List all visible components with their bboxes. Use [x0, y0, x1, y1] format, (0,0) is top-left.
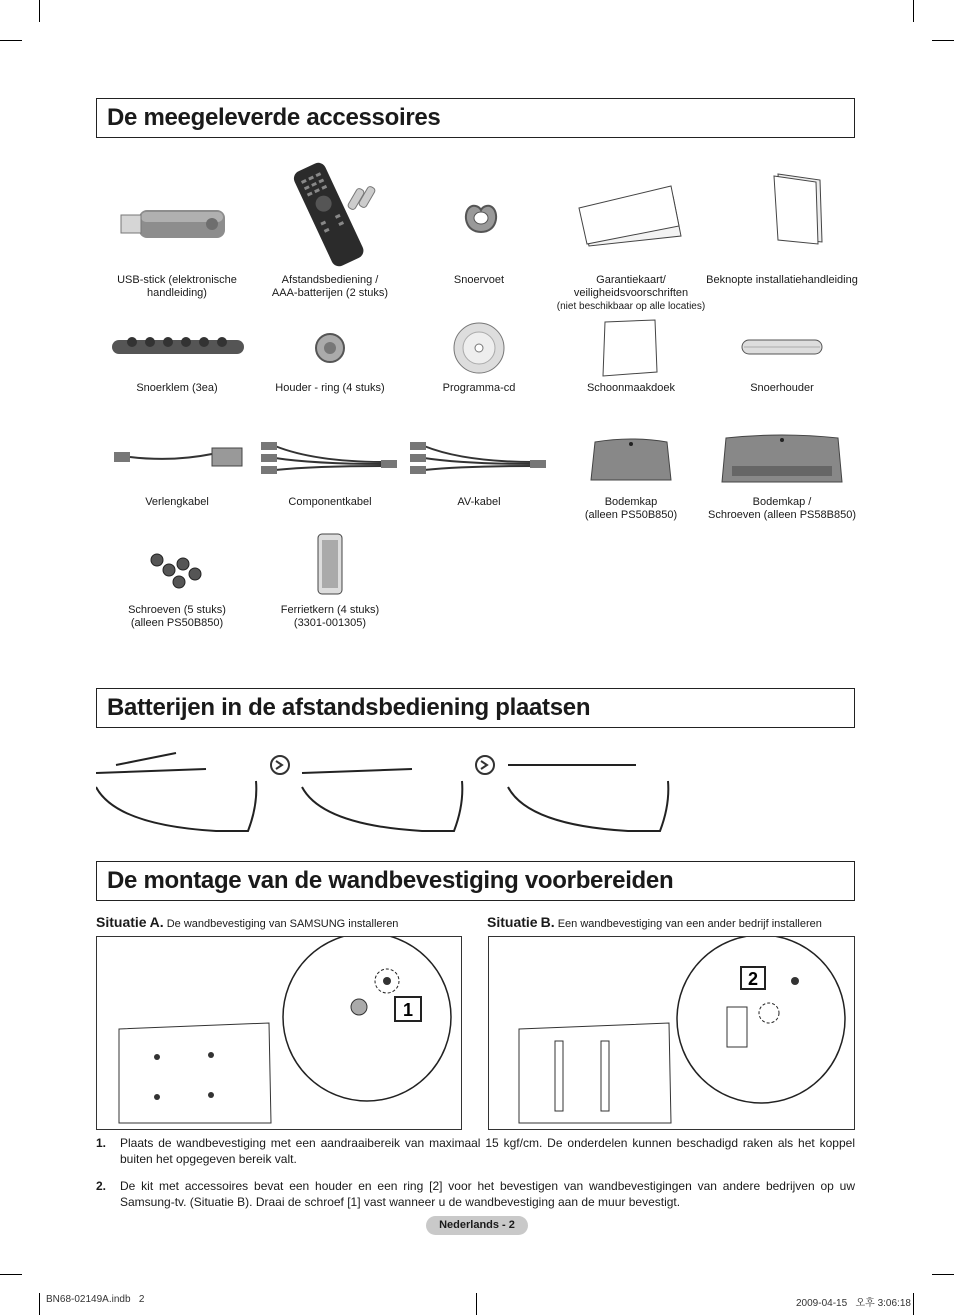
- accessory-usb-stick: [97, 160, 257, 300]
- note-number: 2.: [96, 1179, 107, 1193]
- samsung-wall-mount-diagram: [97, 937, 462, 1130]
- batteries-section-title: [96, 688, 855, 728]
- accessory-label: Snoerklem (3ea): [136, 382, 218, 394]
- crop-mark: [913, 1293, 914, 1315]
- accessory-cd: [399, 318, 559, 395]
- accessory-label: Verlengkabel: [145, 496, 209, 508]
- accessory-component-cable: [250, 432, 410, 509]
- step-badge-2: 2: [747, 969, 759, 989]
- step-badge-1: 1: [402, 1000, 414, 1020]
- accessory-warranty: [551, 160, 711, 313]
- screws-icon: [127, 540, 227, 600]
- page-number-badge: Nederlands - 2: [426, 1216, 528, 1235]
- accessory-label: Schoonmaakdoek: [586, 382, 676, 394]
- accessory-label: Snoerhouder: [750, 382, 814, 394]
- note-text: Plaats de wandbevestiging met een aandraaibereik van maximaal 15 kgf/cm. De onderdelen kunnen beschadigd raken als het koppel buiten het opgegeven bereik valt.: [120, 1136, 855, 1166]
- accessory-availability-note: (niet beschikbaar op alle locaties): [556, 301, 706, 312]
- accessories-section-title: [96, 98, 855, 138]
- cable-holder-stand-icon: [419, 160, 539, 270]
- note-number: 1.: [96, 1136, 107, 1150]
- accessory-label: USB-stick (elektronische handleiding): [117, 274, 237, 299]
- bottom-cover-large-icon: [712, 432, 852, 492]
- ferrite-core-icon: [290, 530, 370, 600]
- accessory-extension-cable: [97, 432, 257, 509]
- component-cable-icon: [255, 432, 405, 492]
- crop-mark: [39, 0, 40, 22]
- accessory-cable-stand: [399, 160, 559, 287]
- accessory-bottom-cover-large: [702, 432, 862, 522]
- accessory-cleaning-cloth: [551, 318, 711, 395]
- accessory-quick-guide: [702, 160, 862, 287]
- accessory-label: Bodemkap / Schroeven (alleen PS58B850): [708, 496, 856, 521]
- situation-a-heading: Situatie A. De wandbevestiging van SAMSUNG installeren: [96, 914, 399, 930]
- crop-mark: [0, 40, 22, 41]
- accessory-bottom-cover-small: [551, 432, 711, 522]
- note-2: [96, 1178, 855, 1210]
- situation-a-illustration: [96, 936, 462, 1130]
- accessory-cable-clamp: [97, 318, 257, 395]
- accessory-av-cable: [399, 432, 559, 509]
- other-wall-mount-diagram: [489, 937, 855, 1130]
- situation-b-illustration: [488, 936, 855, 1130]
- crop-mark: [0, 1274, 22, 1275]
- remote-control-icon: [270, 160, 390, 270]
- accessory-screws: [97, 540, 257, 630]
- accessories-heading: De meegeleverde accessoires: [107, 104, 441, 131]
- cable-tie-icon: [732, 318, 832, 378]
- accessory-label: Componentkabel: [288, 496, 372, 508]
- accessory-label: Snoervoet: [453, 274, 505, 286]
- batteries-heading: Batterijen in de afstandsbediening plaatsen: [107, 694, 591, 721]
- holder-ring-icon: [290, 318, 370, 378]
- bottom-cover-small-icon: [581, 432, 681, 492]
- footer-file-name: BN68-02149A.indb 2: [46, 1294, 145, 1305]
- accessory-label: Garantiekaart/ veiligheidsvoorschriften: [573, 274, 689, 299]
- av-cable-icon: [404, 432, 554, 492]
- cd-icon: [439, 318, 519, 378]
- accessory-label: Ferrietkern (4 stuks) (3301-001305): [280, 604, 380, 629]
- mount-section-title: [96, 861, 855, 901]
- quick-guide-icon: [722, 160, 842, 270]
- scart-cable-icon: [102, 432, 252, 492]
- crop-mark: [913, 0, 914, 22]
- crop-mark: [932, 40, 954, 41]
- cable-clamp-icon: [102, 318, 252, 378]
- note-text: De kit met accessoires bevat een houder en een ring [2] voor het bevestigen van wandbevestigingen van andere bedrijven op uw Samsung-tv. (Situatie B). Draai de schroef [1] vast wanneer u de wandbevestiging aan de muur bevestigt.: [120, 1179, 855, 1209]
- situation-b-heading: Situatie B. Een wandbevestiging van een ander bedrijf installeren: [487, 914, 822, 930]
- accessory-holder-ring: [250, 318, 410, 395]
- accessory-label: Beknopte installatiehandleiding: [706, 274, 858, 286]
- cleaning-cloth-icon: [591, 318, 671, 378]
- crop-mark: [476, 1293, 477, 1315]
- accessory-cable-tie: [702, 318, 862, 395]
- battery-insertion-illustration: [96, 745, 696, 845]
- accessory-label: Programma-cd: [442, 382, 516, 394]
- usb-stick-icon: [117, 160, 237, 270]
- warranty-card-icon: [571, 160, 691, 270]
- crop-mark: [932, 1274, 954, 1275]
- footer-timestamp: 2009-04-15 오후 3:06:18: [796, 1298, 911, 1309]
- accessory-label: Schroeven (5 stuks) (alleen PS50B850): [128, 604, 226, 629]
- accessory-label: AV-kabel: [457, 496, 501, 508]
- accessory-remote: [250, 160, 410, 300]
- note-1: [96, 1135, 855, 1167]
- crop-mark: [39, 1293, 40, 1315]
- accessory-ferrite-core: [250, 530, 410, 630]
- mount-heading: De montage van de wandbevestiging voorbereiden: [107, 867, 674, 894]
- accessory-label: Bodemkap (alleen PS50B850): [584, 496, 678, 521]
- accessory-label: Houder - ring (4 stuks): [275, 382, 385, 394]
- accessory-label: Afstandsbediening / AAA-batterijen (2 stuks): [271, 274, 389, 299]
